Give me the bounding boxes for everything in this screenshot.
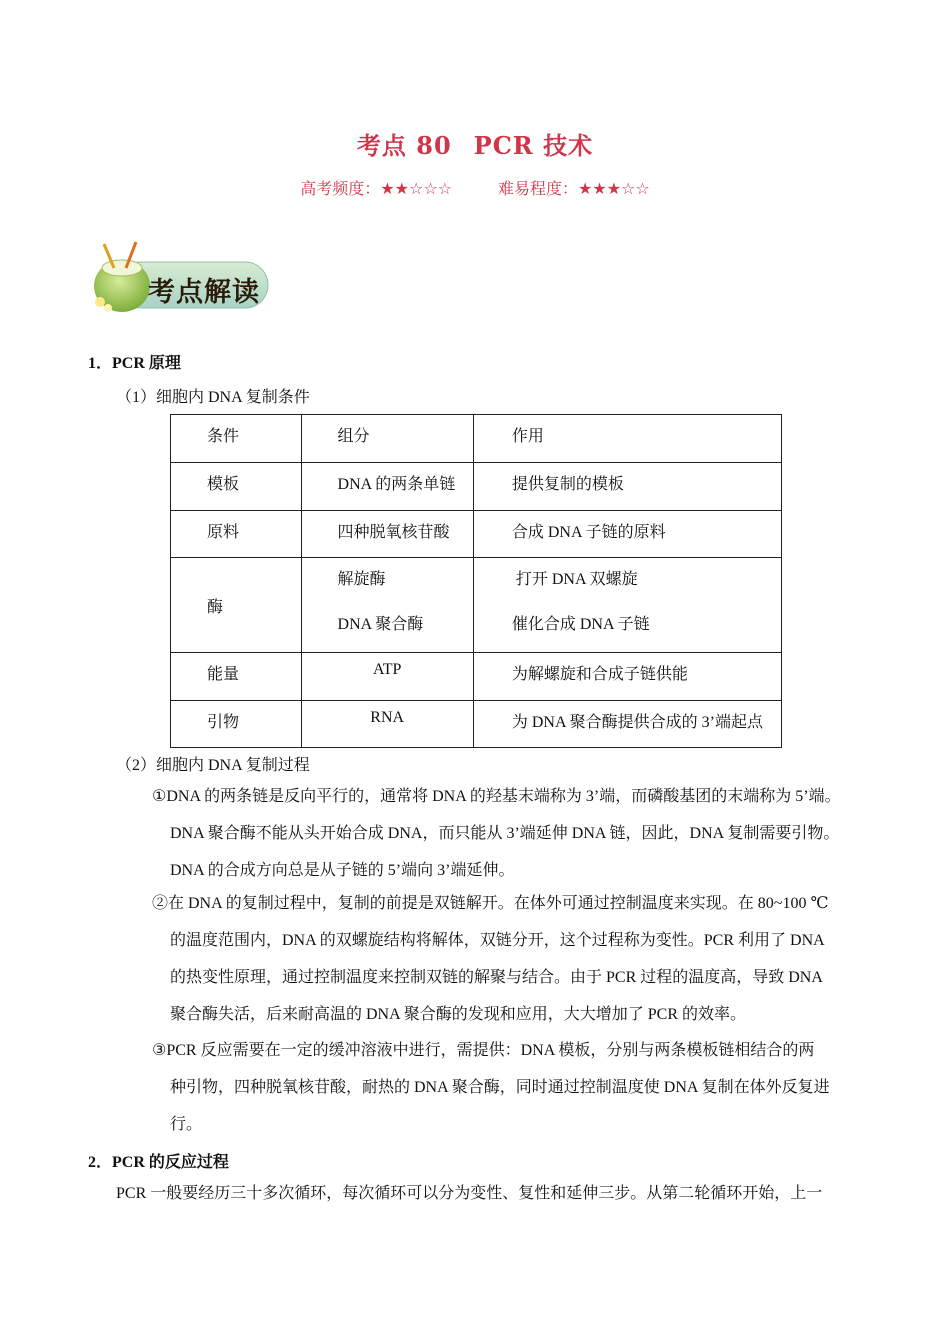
- table-cell: DNA 聚合酶: [337, 616, 424, 633]
- replication-conditions-table: [170, 414, 782, 748]
- table-cell: 为解螺旋和合成子链供能: [511, 666, 688, 683]
- paragraph-line: ①DNA 的两条链是反向平行的，通常将 DNA 的羟基末端称为 3’端，而磷酸基团的末端称为 5’端。: [152, 788, 841, 805]
- table-cell: 合成 DNA 子链的原料: [511, 524, 666, 541]
- page-title: [0, 126, 950, 161]
- table-row: [171, 511, 782, 558]
- table-header-cell: 组分: [337, 428, 370, 445]
- difficulty-stars: ★★★☆☆: [578, 179, 650, 198]
- table-cell: DNA 的两条单链: [337, 476, 456, 493]
- section-badge-label: 考点解读: [148, 277, 260, 308]
- section-heading: 2．PCR 的反应过程: [88, 1154, 229, 1171]
- paragraph: [152, 1032, 892, 1143]
- title-topic-number: 考点 80: [356, 131, 452, 160]
- table-row: [171, 701, 782, 748]
- table-header-row: [171, 415, 782, 463]
- table-cell: 原料: [207, 524, 240, 541]
- paragraph-line: ②在 DNA 的复制过程中，复制的前提是双链解开。在体外可通过控制温度来实现。在 80~100 ℃: [152, 895, 829, 912]
- paragraph-line: 种引物，四种脱氧核苷酸，耐热的 DNA 聚合酶，同时通过控制温度使 DNA 复制在体外反复进: [170, 1079, 830, 1096]
- subsection-heading: （1）细胞内 DNA 复制条件: [116, 389, 310, 406]
- title-topic-name: PCR 技术: [473, 131, 594, 160]
- table-row: [171, 558, 782, 653]
- table-cell: 能量: [207, 666, 240, 683]
- table-cell: 酶: [207, 598, 224, 616]
- table-header-cell: 条件: [207, 428, 240, 445]
- table-row: [171, 463, 782, 511]
- paragraph-line: 的热变性原理，通过控制温度来控制双链的解聚与结合。由于 PCR 过程的温度高，导致 DNA: [170, 969, 823, 986]
- table-cell: 为 DNA 聚合酶提供合成的 3’端起点: [511, 714, 763, 731]
- difficulty-label: 难易程度：: [498, 179, 579, 198]
- paragraph-line: 的温度范围内，DNA 的双螺旋结构将解体，双链分开，这个过程称为变性。PCR 利用了 DNA: [170, 932, 825, 949]
- table-cell: 打开 DNA 双螺旋: [511, 571, 638, 588]
- table-cell: 解旋酶: [337, 571, 386, 588]
- paragraph-line: 行。: [170, 1116, 203, 1133]
- paragraph-line: DNA 的合成方向总是从子链的 5’端向 3’端延伸。: [170, 862, 515, 879]
- table-cell: 模板: [207, 476, 240, 493]
- paragraph: PCR 一般要经历三十多次循环，每次循环可以分为变性、复性和延伸三步。从第二轮循环开始，上一: [116, 1185, 823, 1202]
- table-cell: 四种脱氧核苷酸: [337, 524, 450, 541]
- table-row: [171, 653, 782, 701]
- table-cell: 提供复制的模板: [511, 476, 624, 493]
- table-cell: 催化合成 DNA 子链: [511, 616, 650, 633]
- table-cell: 引物: [207, 714, 240, 731]
- paragraph-line: 聚合酶失活，后来耐高温的 DNA 聚合酶的发现和应用，大大增加了 PCR 的效率。: [170, 1006, 747, 1023]
- paragraph: [152, 778, 892, 889]
- subsection-heading: （2）细胞内 DNA 复制过程: [116, 757, 310, 774]
- rating-row: [0, 176, 950, 199]
- section-heading: 1．PCR 原理: [88, 355, 181, 372]
- table-cell: ATP: [372, 661, 402, 678]
- paragraph: [152, 885, 892, 1033]
- paragraph-line: ③PCR 反应需要在一定的缓冲溶液中进行，需提供：DNA 模板，分别与两条模板链相结合的两: [152, 1042, 815, 1059]
- frequency-stars: ★★☆☆☆: [380, 179, 452, 198]
- frequency-label: 高考频度：: [300, 179, 381, 198]
- table-header-cell: 作用: [511, 428, 544, 445]
- table-cell: RNA: [370, 709, 405, 726]
- paragraph-line: DNA 聚合酶不能从头开始合成 DNA，而只能从 3’端延伸 DNA 链，因此，DNA 复制需要引物。: [170, 825, 840, 842]
